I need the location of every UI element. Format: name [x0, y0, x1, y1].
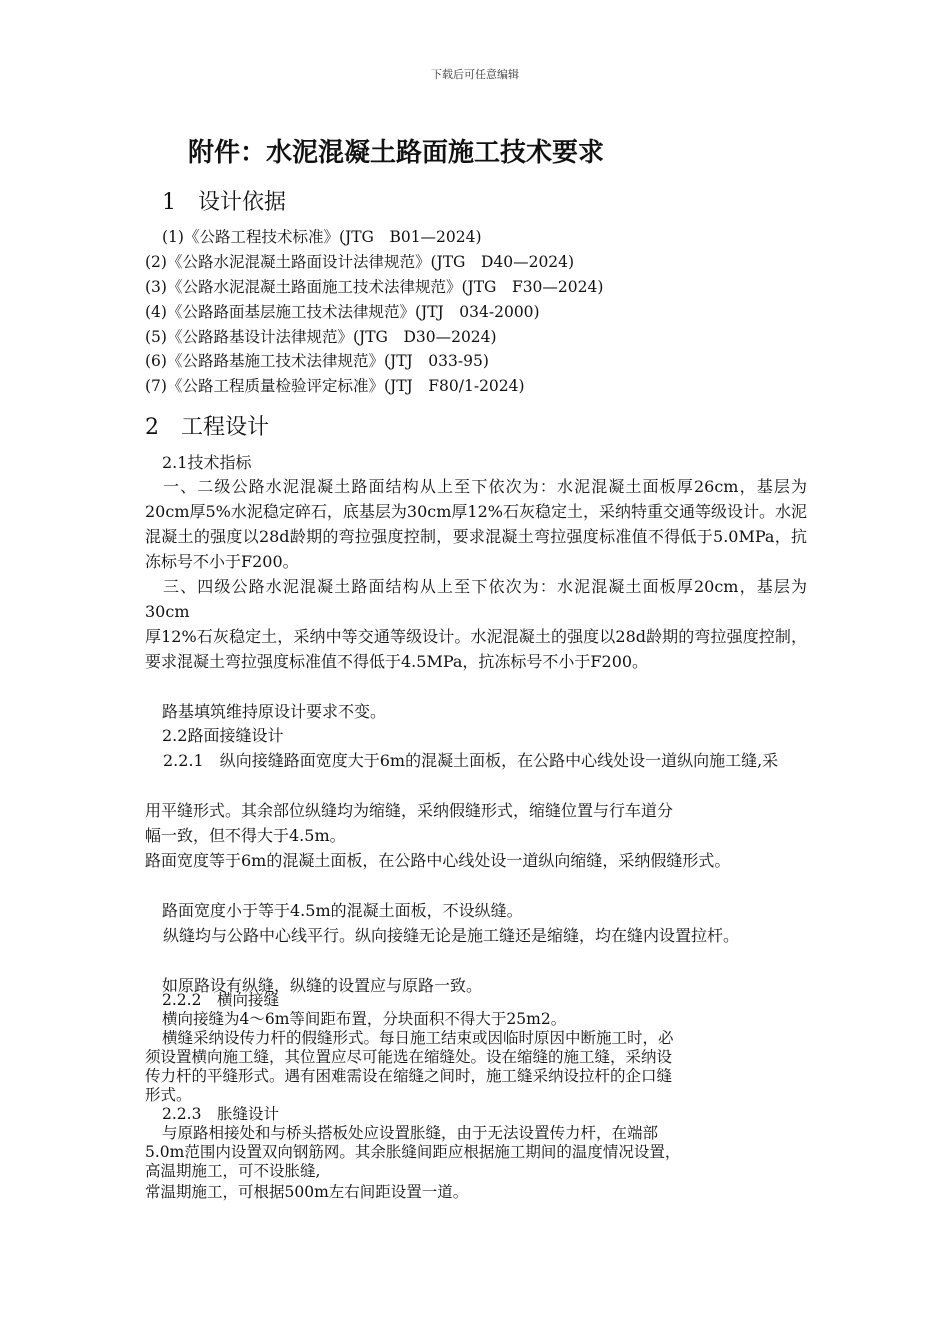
paragraph-2-2-3-a: 与原路相接处和与桥头搭板处应设置胀缝，由于无法设置传力杆，在端部	[162, 1124, 659, 1142]
paragraph-2-2-2-b3: 传力杆的平缝形式。遇有困难需设在缩缝之间时，施工缝采纳设拉杆的企口缝	[145, 1067, 673, 1085]
paragraph-grade-3-4-part1: 三、四级公路水泥混凝土路面结构从上至下依次为：水泥混凝土面板厚20cm，基层为30cm	[145, 577, 807, 621]
paragraph-2-2-1-part3: 幅一致，但不得大于4.5m。	[145, 826, 346, 845]
subsection-2-2-heading: 2.2路面接缝设计	[162, 726, 284, 745]
header-note: 下载后可任意编辑	[431, 68, 519, 81]
paragraph-subgrade: 路基填筑维持原设计要求不变。	[162, 702, 387, 721]
reference-item: (2)《公路水泥混凝土路面设计法律规范》(JTG D40—2024)	[145, 253, 575, 271]
subsection-2-2-3-heading: 2.2.3 胀缝设计	[162, 1105, 279, 1123]
paragraph-2-2-1-part6: 纵缝均与公路中心线平行。纵向接缝无论是施工缝还是缩缝，均在缝内设置拉杆。	[163, 926, 740, 945]
reference-item: (1)《公路工程技术标准》(JTG B01—2024)	[162, 228, 482, 246]
reference-item: (3)《公路水泥混凝土路面施工技术法律规范》(JTG F30—2024)	[145, 278, 604, 296]
reference-item: (4)《公路路面基层施工技术法律规范》(JTJ 034-2000)	[145, 303, 540, 321]
paragraph-2-2-1-part2: 用平缝形式。其余部位纵缝均为缩缝，采纳假缝形式，缩缝位置与行车道分	[145, 801, 674, 820]
reference-item: (5)《公路路基设计法律规范》(JTG D30—2024)	[145, 328, 497, 346]
paragraph-2-2-2-b1: 横缝采纳设传力杆的假缝形式。每日施工结束或因临时原因中断施工时，必	[162, 1029, 674, 1047]
paragraph-2-2-3-d: 常温期施工，可根据500m左右间距设置一道。	[145, 1183, 469, 1201]
paragraph-2-2-3-b: 5.0m范围内设置双向钢筋网。其余胀缝间距应根据施工期间的温度情况设置，	[145, 1143, 681, 1161]
paragraph-2-2-1-part4: 路面宽度等于6m的混凝土面板，在公路中心线处设一道纵向缩缝，采纳假缝形式。	[145, 851, 731, 870]
section-1-heading: 1 设计依据	[162, 190, 286, 215]
paragraph-2-2-2-a: 横向接缝为4～6m等间距布置，分块面积不得大于25m2。	[162, 1010, 567, 1028]
document-title: 附件：水泥混凝土路面施工技术要求	[188, 138, 605, 168]
paragraph-2-2-1-part7: 如原路设有纵缝，纵缝的设置应与原路一致。	[162, 976, 483, 995]
paragraph-2-2-2-b4: 形式。	[145, 1086, 192, 1104]
paragraph-2-2-2-b2: 须设置横向施工缝，其位置应尽可能选在缩缝处。设在缩缝的施工缝，采纳设	[145, 1048, 673, 1066]
subsection-2-2-2-heading: 2.2.2 横向接缝	[162, 991, 279, 1009]
paragraph-grade-3-4-part2: 厚12%石灰稳定土，采纳中等交通等级设计。水泥混凝土的强度以28d龄期的弯拉强度控制，要求混凝土弯拉强度标准值不得低于4.5MPa，抗冻标号不小于F200。	[145, 627, 807, 671]
paragraph-grade-1-2: 一、二级公路水泥混凝土路面结构从上至下依次为：水泥混凝土面板厚26cm，基层为20cm厚5%水泥稳定碎石，底基层为30cm厚12%石灰稳定土，采纳特重交通等级设计。水泥混凝土的强度以28d龄期的弯拉强度控制，要求混凝土弯拉强度标准值不得低于5.0MPa，抗冻标号不小于F200。	[145, 477, 807, 571]
section-2-heading: 2 工程设计	[145, 415, 269, 440]
paragraph-2-2-1-part1: 2.2.1 纵向接缝路面宽度大于6m的混凝土面板，在公路中心线处设一道纵向施工缝,采	[163, 751, 779, 770]
paragraph-2-2-3-c: 高温期施工，可不设胀缝,	[145, 1162, 321, 1180]
reference-item: (7)《公路工程质量检验评定标准》(JTJ F80/1-2024)	[145, 377, 525, 395]
reference-item: (6)《公路路基施工技术法律规范》(JTJ 033-95)	[145, 352, 489, 370]
subsection-2-1-heading: 2.1技术指标	[162, 453, 252, 472]
paragraph-2-2-1-part5: 路面宽度小于等于4.5m的混凝土面板，不设纵缝。	[162, 901, 523, 920]
